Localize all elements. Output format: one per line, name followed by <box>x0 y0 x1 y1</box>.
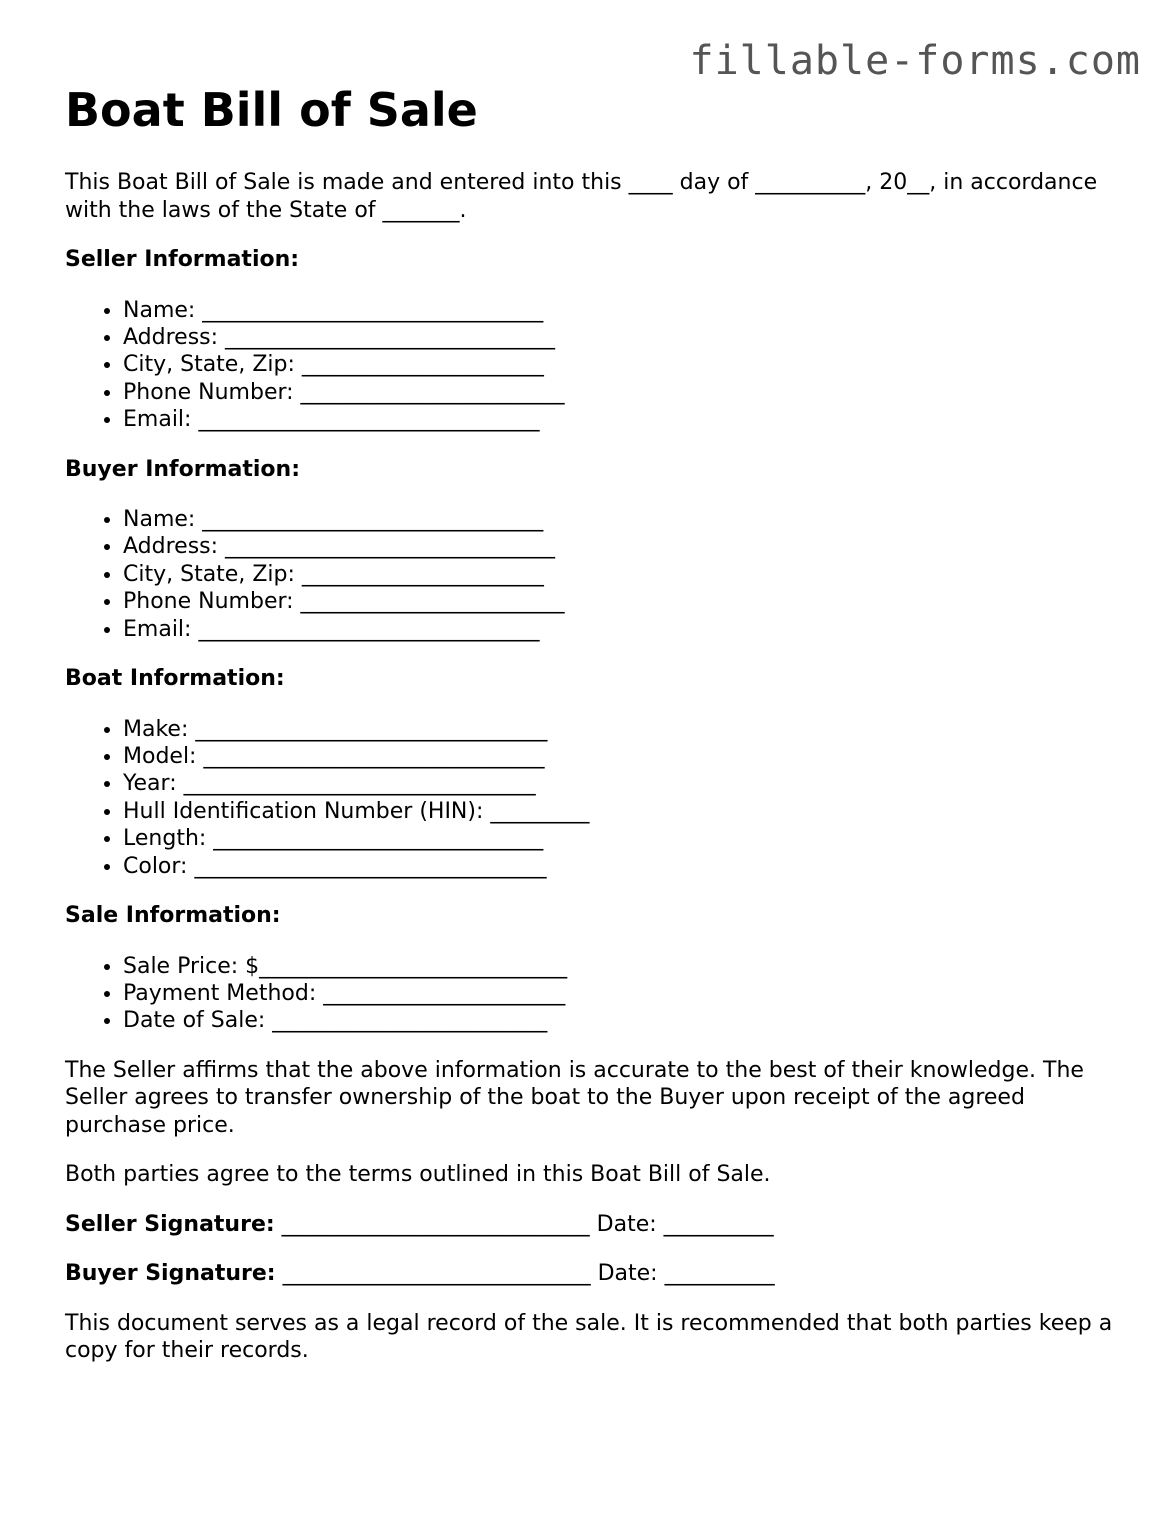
seller-phone-field: • Phone Number: ________________________ <box>123 379 1125 406</box>
seller-address-field: • Address: ______________________________ <box>123 324 1125 351</box>
sale-heading: Sale Information: <box>65 903 281 928</box>
agreement-paragraph: Both parties agree to the terms outlined in this Boat Bill of Sale. <box>65 1162 771 1188</box>
page-title: Boat Bill of Sale <box>65 83 478 137</box>
boat-list <box>65 716 1125 880</box>
buyer-name-field: • Name: _______________________________ <box>123 506 1125 533</box>
seller-list <box>65 297 1125 434</box>
buyer-signature-blank: ____________________________ Date: __________ <box>275 1261 775 1287</box>
date-of-sale-field: • Date of Sale: _________________________ <box>123 1007 1125 1034</box>
seller-city-state-zip-field: • City, State, Zip: ______________________ <box>123 351 1125 378</box>
boat-model-field: • Model: _______________________________ <box>123 743 1125 770</box>
boat-heading: Boat Information: <box>65 666 285 692</box>
seller-signature-blank: ____________________________ Date: __________ <box>274 1211 774 1237</box>
sale-price-field: • Sale Price: $____________________________ <box>123 953 1125 980</box>
seller-name-field: • Name: _______________________________ <box>123 297 1125 324</box>
boat-year-field: • Year: ________________________________ <box>123 770 1125 797</box>
seller-heading: Seller Information: <box>65 247 300 272</box>
seller-signature-label: Seller Signature: <box>65 1211 275 1237</box>
payment-method-field: • Payment Method: ______________________ <box>123 980 1125 1007</box>
watermark: fillable-forms.com <box>689 38 1141 84</box>
buyer-address-field: • Address: ______________________________ <box>123 533 1125 560</box>
boat-make-field: • Make: ________________________________ <box>123 716 1125 743</box>
seller-email-field: • Email: _______________________________ <box>123 406 1125 433</box>
sale-list <box>65 953 1125 1035</box>
boat-color-field: • Color: ________________________________ <box>123 853 1125 880</box>
buyer-city-state-zip-field: • City, State, Zip: ______________________ <box>123 561 1125 588</box>
intro-paragraph: This Boat Bill of Sale is made and entered into this ____ day of __________, 20__, in accordance with the laws of the State of _______. <box>65 170 1098 223</box>
buyer-phone-field: • Phone Number: ________________________ <box>123 588 1125 615</box>
boat-hin-field: • Hull Identification Number (HIN): _________ <box>123 798 1125 825</box>
buyer-heading: Buyer Information: <box>65 456 300 482</box>
buyer-list <box>65 506 1125 643</box>
buyer-signature-label: Buyer Signature: <box>65 1261 276 1287</box>
buyer-signature-line <box>65 1260 1125 1288</box>
affirmation-paragraph: The Seller affirms that the above information is accurate to the best of their knowledge. The Seller agrees to transfer ownership of the boat to the Buyer upon receipt of the agreed purchase price. <box>65 1057 1084 1138</box>
buyer-email-field: • Email: _______________________________ <box>123 616 1125 643</box>
seller-signature-line <box>65 1211 1125 1239</box>
closing-paragraph: This document serves as a legal record of the sale. It is recommended that both parties keep a copy for their records. <box>65 1310 1113 1364</box>
document-page <box>65 78 1125 1365</box>
boat-length-field: • Length: ______________________________ <box>123 825 1125 852</box>
